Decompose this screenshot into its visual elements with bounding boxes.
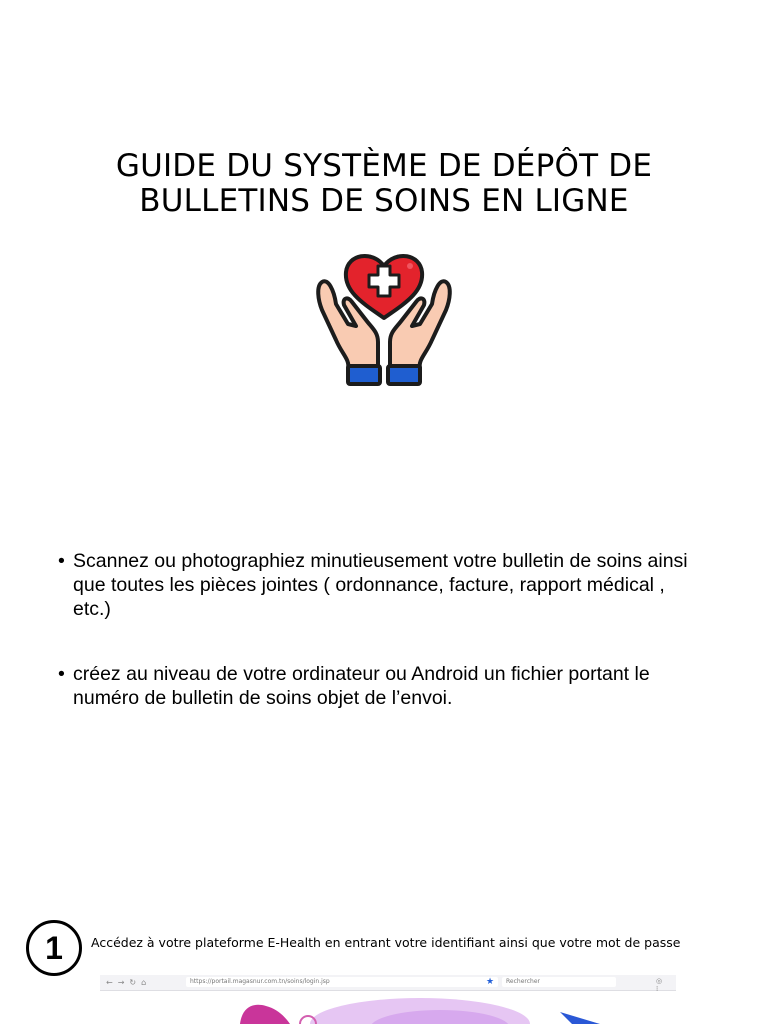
browser-extension-icons: ◎ ⁞ (656, 977, 667, 993)
hands-holding-heart-icon (312, 248, 456, 388)
left-cuff-icon (348, 366, 380, 384)
instruction-list (58, 549, 698, 710)
browser-address-bar: https://portail.magasnur.com.tn/soins/login.jsp (186, 977, 498, 987)
list-item: • Scannez ou photographiez minutieusement votre bulletin de soins ainsi que toutes les pièces jointes ( ordonnance, facture, rapport médical , etc.) (58, 549, 698, 621)
login-background-art (100, 990, 676, 1024)
browser-nav-icons: ←→↻⌂ (106, 978, 152, 987)
right-cuff-icon (388, 366, 420, 384)
page-title: GUIDE DU SYSTÈME DE DÉPÔT DE BULLETINS DE SOINS EN LIGNE (115, 148, 653, 219)
list-item: • créez au niveau de votre ordinateur ou Android un fichier portant le numéro de bulletin de soins objet de l’envoi. (58, 662, 698, 710)
step-number-badge (26, 920, 82, 976)
login-page-screenshot (100, 975, 676, 1024)
browser-toolbar (100, 975, 676, 991)
browser-search-box: Rechercher (502, 977, 616, 987)
bookmark-star-icon: ★ (486, 977, 495, 987)
step-number: 1 (45, 929, 63, 966)
step-description: Accédez à votre plateforme E-Health en entrant votre identifiant ainsi que votre mot de passe (91, 935, 681, 950)
